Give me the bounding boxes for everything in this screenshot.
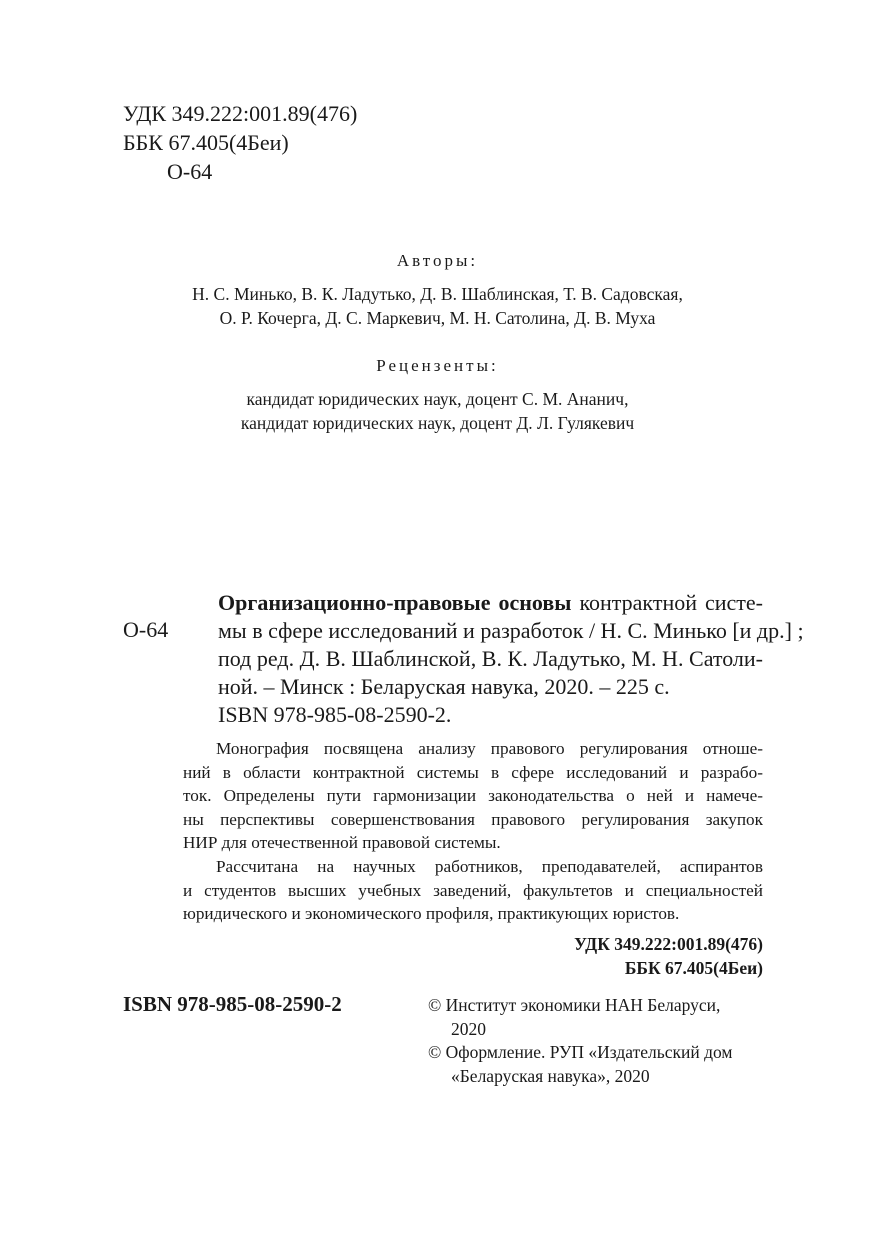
copyright-line-4: «Беларуская навука», 2020 [451, 1065, 650, 1086]
entry-author-mark: О-64 [123, 617, 169, 642]
book-title: Организационно-правовые основы [218, 590, 572, 615]
copyright-line-2: 2020 [451, 1018, 486, 1039]
annotation-line: ний в области контрактной системы в сфере исследований и разрабо- [183, 762, 763, 782]
entry-line-1: Организационно-правовые основы контрактной систе- [218, 590, 763, 615]
authors-line-2: О. Р. Кочерга, Д. С. Маркевич, М. Н. Сатолина, Д. В. Муха [219, 308, 656, 328]
annotation-line: ны перспективы совершенствования правового регулирования закупок [183, 809, 763, 829]
authors-line-1: Н. С. Минько, В. К. Ладутько, Д. В. Шаблинская, Т. В. Садовская, [192, 284, 683, 304]
entry-line-4: ной. – Минск : Беларуская навука, 2020. – 225 с. [218, 674, 670, 699]
copyright-line-1: © Институт экономики НАН Беларуси, [428, 995, 721, 1015]
entry-line-2: мы в сфере исследований и разработок / Н. С. Минько [и др.] ; [218, 618, 804, 643]
bbk-code-bold: ББК 67.405(4Беи) [624, 958, 763, 978]
bbk-code: ББК 67.405(4Беи) [123, 130, 289, 155]
annotation [183, 737, 763, 926]
copyright-block [428, 994, 733, 1088]
udk-code-bold: УДК 349.222:001.89(476) [574, 934, 763, 954]
reviewers-heading: Рецензенты: [376, 356, 499, 375]
annotation-line: и студентов высших учебных заведений, факультетов и специальностей [183, 880, 763, 900]
entry-isbn: ISBN 978-985-08-2590-2. [218, 702, 452, 727]
entry-line-3: под ред. Д. В. Шаблинской, В. К. Ладутько, М. Н. Сатоли- [218, 646, 763, 671]
authors-heading: Авторы: [396, 251, 479, 270]
reviewers-line-1: кандидат юридических наук, доцент С. М. Ананич, [246, 389, 629, 409]
bibliographic-entry [218, 589, 804, 729]
reviewers-line-2: кандидат юридических наук, доцент Д. Л. Гулякевич [240, 413, 635, 433]
udk-code: УДК 349.222:001.89(476) [123, 101, 358, 126]
annotation-line: Монография посвящена анализу правового регулирования отноше- [216, 739, 763, 758]
annotation-line: юридического и экономического профиля, практикующих юристов. [183, 904, 680, 924]
annotation-line: НИР для отечественной правовой системы. [183, 833, 501, 853]
copyright-line-3: © Оформление. РУП «Издательский дом [428, 1042, 733, 1062]
codes-block [574, 932, 763, 980]
author-mark: О-64 [167, 159, 213, 184]
isbn: ISBN 978-985-08-2590-2 [123, 992, 342, 1016]
annotation-line: Рассчитана на научных работников, преподавателей, аспирантов [216, 856, 763, 876]
annotation-line: ток. Определены пути гармонизации законодательства о ней и намече- [183, 786, 763, 806]
